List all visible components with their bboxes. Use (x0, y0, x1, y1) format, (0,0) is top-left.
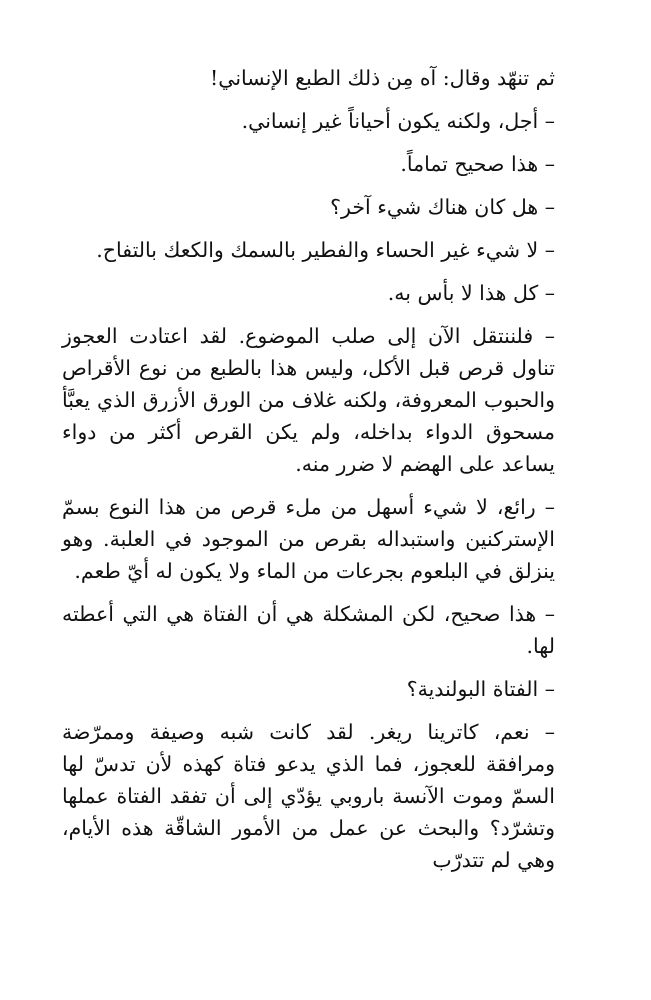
book-page (62, 62, 555, 887)
paragraph-11: – نعم، كاترينا ريغر. لقد كانت شبه وصيفة وممرّضة ومرافقة للعجوز، فما الذي يدعو فتاة كهذه لأن تدسّ لها السمّ وموت الآنسة باروبي يؤدّي إلى أن تفقد الفتاة عملها وتشرّد؟ والبحث عن عمل من الأمور الشاقّة هذه الأيام، وهي لم تتدرّب (62, 720, 555, 872)
paragraph-1: ثم تنهّد وقال: آه مِن ذلك الطبع الإنساني! (210, 66, 555, 90)
paragraph-8: – رائع، لا شيء أسهل من ملء قرص من هذا النوع بسمّ الإستركنين واستبداله بقرص من الموجود في العلبة. وهو ينزلق في البلعوم بجرعات من الماء ولا يكون له أيّ طعم. (62, 495, 555, 583)
paragraph-4: – هل كان هناك شيء آخر؟ (330, 195, 555, 219)
paragraph-2: – أجل، ولكنه يكون أحياناً غير إنساني. (241, 109, 555, 133)
paragraph-7: – فلننتقل الآن إلى صلب الموضوع. لقد اعتادت العجوز تناول قرص قبل الأكل، وليس هذا بالطبع من نوع الأقراص والحبوب المعروفة، ولكنه غلاف من الورق الأزرق الذي يعبَّأ مسحوق الدواء بداخله، ولم يكن القرص أكثر من دواء يساعد على الهضم لا ضرر منه. (62, 324, 555, 476)
paragraph-10: – الفتاة البولندية؟ (406, 677, 555, 701)
paragraph-3: – هذا صحيح تماماً. (400, 152, 555, 176)
paragraph-5: – لا شيء غير الحساء والفطير بالسمك والكعك بالتفاح. (96, 238, 555, 262)
paragraph-9: – هذا صحيح، لكن المشكلة هي أن الفتاة هي التي أعطته لها. (62, 602, 555, 658)
paragraph-6: – كل هذا لا بأس به. (387, 281, 555, 305)
